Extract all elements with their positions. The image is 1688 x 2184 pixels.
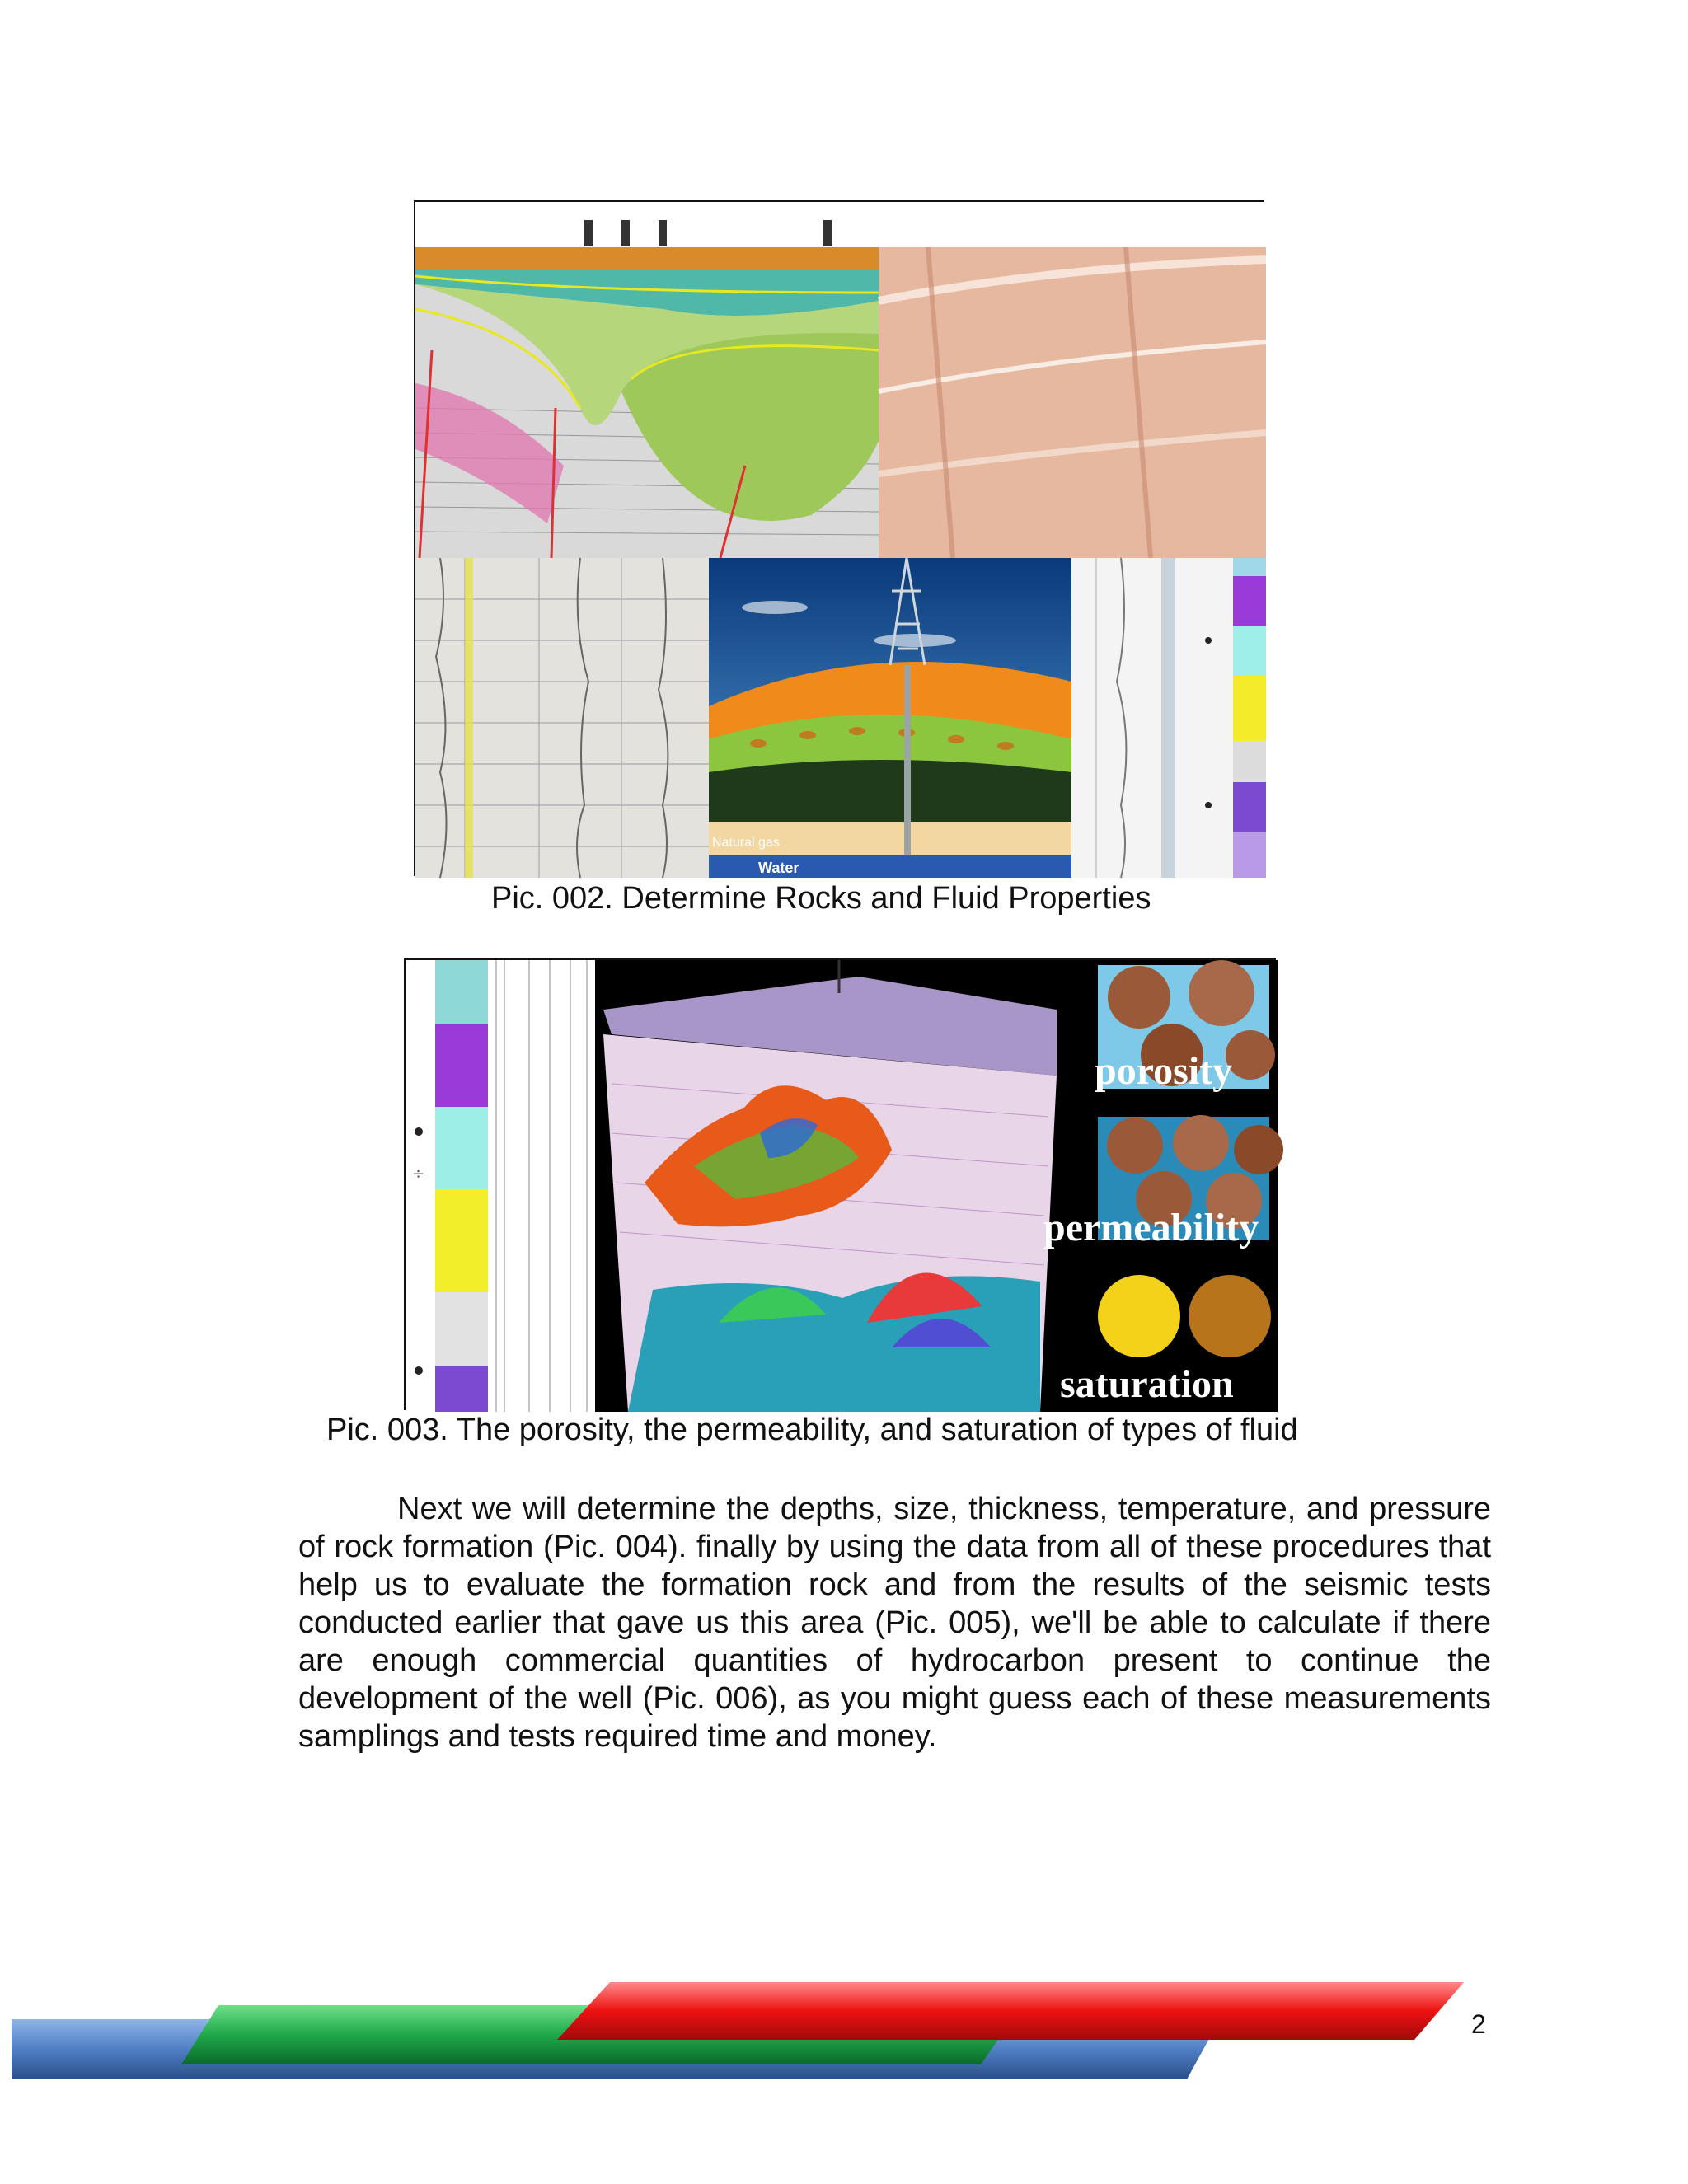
lithology-log-image	[1071, 558, 1266, 878]
caption-pic-003: Pic. 003. The porosity, the permeability, and saturation of types of fluid	[326, 1413, 1298, 1447]
body-paragraph: Next we will determine the depths, size, thickness, temperature, and pressure of rock formation (Pic. 004). finally by using the data from all of these procedures that help us to evaluate the formation rock and from the results of the seismic tests conducted earlier that gave us this area (Pic. 005), we'll be able to calculate if there are enough commercial quantities of hydrocarbon present to continue the development of the well (Pic. 006), as you might guess each of these measurements samplings and tests required time and money.	[298, 1492, 1491, 1754]
well-log-chart-image	[415, 558, 709, 878]
permeability-label: permeability	[1043, 1206, 1259, 1249]
footer-red-bar	[557, 1982, 1464, 2040]
seismic-section-image	[415, 202, 879, 558]
footer-decorative-bars	[0, 1974, 1484, 2089]
page-number: 2	[1471, 2009, 1486, 2039]
caption-pic-002: Pic. 002. Determine Rocks and Fluid Properties	[491, 881, 1151, 916]
porosity-label: porosity	[1095, 1049, 1233, 1093]
svg-text:÷: ÷	[412, 1165, 425, 1183]
seismic-3d-model-image	[595, 960, 1090, 1412]
reservoir-diagram-image	[709, 558, 1071, 878]
figure-pic-003	[404, 958, 1276, 1410]
saturation-label: saturation	[1060, 1362, 1234, 1406]
lithology-column-image	[406, 960, 595, 1412]
natural-gas-label: Natural gas	[712, 836, 780, 850]
properties-panel-image	[1043, 960, 1278, 1412]
figure-pic-002	[414, 200, 1264, 876]
rock-outcrop-image	[879, 202, 1266, 558]
water-label: Water	[758, 860, 799, 876]
porosity-panel	[1095, 960, 1275, 1093]
